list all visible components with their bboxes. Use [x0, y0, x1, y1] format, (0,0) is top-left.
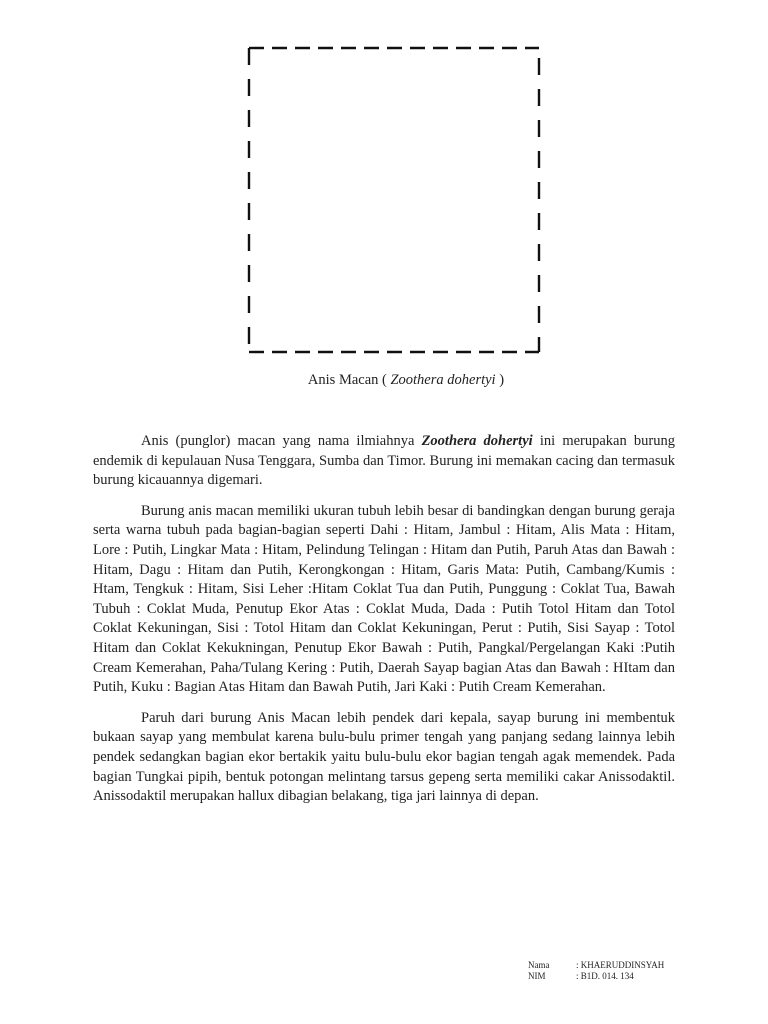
author-signature-block: [528, 960, 664, 982]
name-row: [528, 960, 664, 971]
paragraph-1-rest: ini merupakan burung endemik di kepulauan Nusa Tenggara, Sumba dan Timor. Burung ini memakan cacing dan termasuk burung kicauannya digemari.: [93, 433, 675, 489]
nim-value: : B1D. 014. 134: [576, 971, 634, 981]
paragraph-1-intro: Anis (punglor) macan yang nama ilmiahnya: [141, 433, 422, 449]
paragraph-1: [93, 432, 675, 491]
caption-prefix: Anis Macan (: [307, 372, 391, 388]
dashed-frame-graphic: [247, 46, 541, 354]
body-text: [93, 432, 675, 818]
image-placeholder-frame: [247, 46, 541, 354]
name-value: : KHAERUDDINSYAH: [576, 960, 665, 970]
scientific-name: Zoothera dohertyi: [421, 433, 533, 449]
paragraph-3: Paruh dari burung Anis Macan lebih pendek dari kepala, sayap burung ini membentuk bukaan sayap yang membulat karena bulu-bulu primer tengah yang panjang sedang lainnya lebih pendek sedangkan bagian ekor bertakik yaitu bulu-bulu ekor bagian tengah agak memendek. Pada bagian Tungkai pipih, bentuk potongan melintang tarsus gepeng serta memiliki cakar Anissodaktil. Anissodaktil merupakan hallux dibagian belakang, tiga jari lainnya di depan.: [93, 709, 675, 805]
figure-caption: [0, 370, 768, 390]
paragraph-2: Burung anis macan memiliki ukuran tubuh lebih besar di bandingkan dengan burung geraja serta warna tubuh pada bagian-bagian seperti Dahi : Hitam, Jambul : Hitam, Alis Mata : Hitam, Lore : Putih, Lingkar Mata : Hitam, Pelindung Telingan : Hitam dan Putih, Paruh Atas dan Bawah : Hitam, Dagu : Hitam dan Putih, Kerongkongan : Hitam, Garis Mata: Putih, Cambang/Kumis : Htam, Tengkuk : Hitam, Sisi Leher :Hitam Coklat Tua dan Putih, Punggung : Coklat Tua, Bawah Tubuh : Coklat Muda, Penutup Ekor Atas : Coklat Muda, Dada : Putih Totol Hitam dan Totol Coklat Kekuningan, Sisi : Totol Hitam dan Coklat Kekuningan, Perut : Putih, Sisi Sayap : Totol Hitam dan Coklat Kekukningan, Penutup Ekor Bawah : Putih, Pangkal/Pergelangan Kaki :Putih Cream Kemerahan, Paha/Tulang Kering : Putih, Daerah Sayap bagian Atas dan Bawah : HItam dan Putih, Kuku : Bagian Atas Hitam dan Bawah Putih, Jari Kaki : Putih Cream Kemerahan.: [93, 502, 675, 696]
nim-row: [528, 971, 664, 982]
name-label: Nama: [528, 960, 550, 970]
caption-suffix: ): [495, 372, 505, 388]
caption-scientific-name: Zoothera dohertyi: [390, 372, 496, 388]
nim-label: NIM: [528, 971, 546, 981]
